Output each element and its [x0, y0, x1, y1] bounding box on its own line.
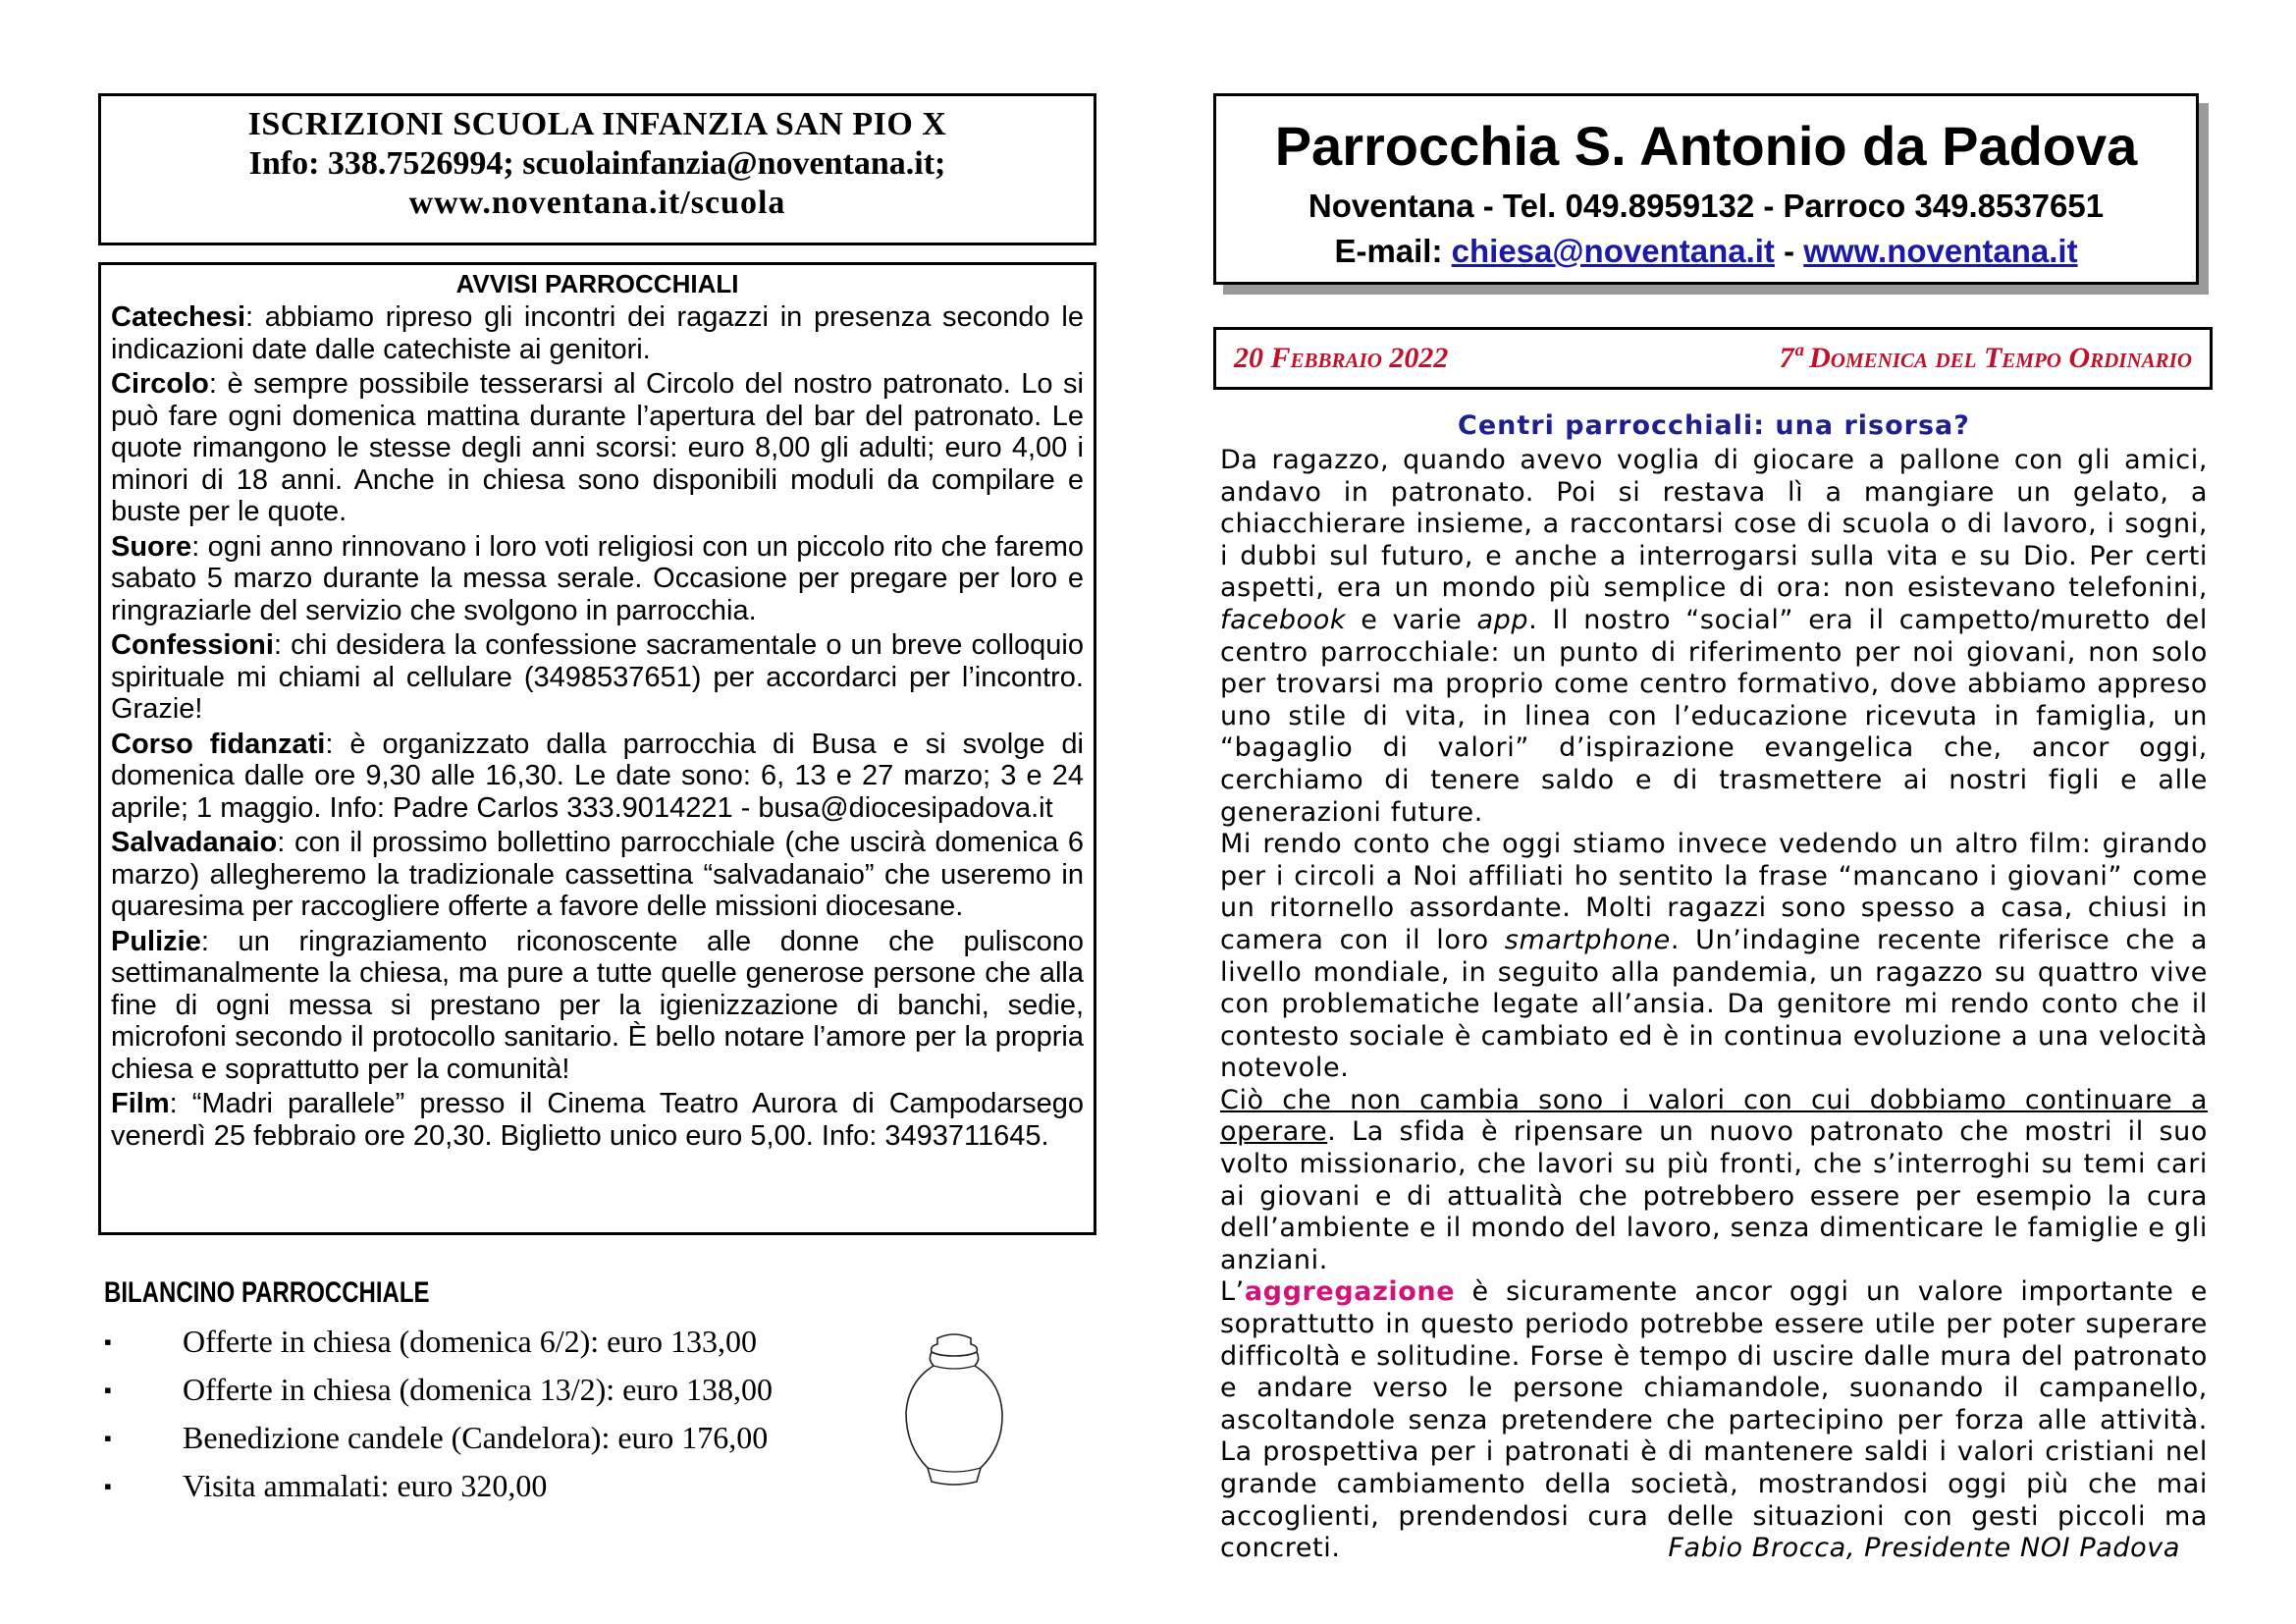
iscrizioni-title: ISCRIZIONI SCUOLA INFANZIA SAN PIO X — [247, 106, 947, 142]
email-link[interactable]: chiesa@noventana.it — [1451, 233, 1775, 269]
list-item: ▪ Offerte in chiesa (domenica 13/2): euro 138,00 — [104, 1372, 773, 1407]
list-item: ▪ Visita ammalati: euro 320,00 — [104, 1468, 548, 1503]
avviso-corso-fidanzati: Corso fidanzati: è organizzato dalla parrocchia di Busa e si svolge di domenica dalle ore 9,30 alle 16,30. Le date sono: 6, 13 e 27 marzo; 3 e 24 aprile; 1 maggio. Info: Padre Carlos 333.9014221 - busa@diocesipadova.it — [111, 728, 1084, 824]
avviso-pulizie: Pulizie: un ringraziamento riconoscente alle donne che puliscono settimanalmente la chiesa, ma pure a tutte quelle generose persone che alla fine di ogni messa si prestano per la igienizzazione di banchi, sedie, microfoni secondo il protocollo sanitario. È bello notare l’amore per la propria chiesa e soprattutto per la comunità! — [111, 925, 1084, 1085]
avviso-film: Film: “Madri parallele” presso il Cinema Teatro Aurora di Campodarsego venerdì 25 febbraio ore 20,30. Biglietto unico euro 5,00. Info: 3493711645. — [111, 1088, 1084, 1152]
iscrizioni-info: Info: 338.7526994; scuolainfanzia@noventana.it; — [248, 145, 946, 182]
article-title: Centri parrocchiali: una risorsa? — [1458, 410, 1970, 441]
parish-title: Parrocchia S. Antonio da Padova — [1274, 115, 2138, 177]
highlight-word: aggregazione — [1244, 1276, 1456, 1308]
liturgical-sunday: 7ª Domenica del Tempo Ordinario — [1779, 342, 2192, 374]
avviso-confessioni: Confessioni: chi desidera la confessione sacramentale o un breve colloquio spirituale mi chiami al cellulare (3498537651) per accordarci per l’incontro. Grazie! — [111, 629, 1084, 725]
article-paragraph: L’aggregazione è sicuramente ancor oggi un valore importante e soprattutto in questo periodo potrebbe essere utile per poter superare difficoltà e solitudine. Forse è tempo di uscire dalle mura del patronato e andare verso le persone chiamandole, suonando il campanello, ascoltandole senza pretendere che partecipino per forza alle attività. La prospettiva per i patronati è di mantenere saldi i valori cristiani nel grande cambiamento della società, mostrandosi oggi più che mai accoglienti, prendendosi cura delle situazioni con gesti piccoli ma concreti. Fabio Brocca, Presidente NOI Padova — [1220, 1276, 2208, 1564]
bilancino-title: BILANCINO PARROCCHIALE — [104, 1276, 430, 1309]
article-paragraph: Da ragazzo, quando avevo voglia di giocare a pallone con gli amici, andavo in patronato. Poi si restava lì a mangiare un gelato, a chiacchierare insieme, a raccontarsi cose di scuola o di lavoro, i sogni, i dubbi sul futuro, e anche a interrogarsi sulla vita e su Dio. Per certi aspetti, era un mondo più semplice di ora: non esistevano telefonini, facebook e varie app. Il nostro “social” era il campetto/muretto del centro parrocchiale: un punto di riferimento per noi giovani, non solo per trovarsi ma proprio come centro formativo, dove abbiamo appreso uno stile di vita, in linea con l’educazione ricevuta in famiglia, un “bagaglio di valori” d’ispirazione evangelica che, ancor oggi, cerchiamo di tenere saldo e di trasmettere ai nostri figli e alle generazioni future. — [1220, 445, 2208, 828]
date-bar — [1213, 327, 2213, 390]
salvadanaio-jar-icon — [898, 1330, 1011, 1488]
avviso-salvadanaio: Salvadanaio: con il prossimo bollettino parrocchiale (che uscirà domenica 6 marzo) allegheremo la tradizionale cassettina “salvadanaio” che useremo in quaresima per raccogliere offerte a favore delle missioni diocesane. — [111, 827, 1084, 922]
avviso-catechesi: Catechesi: abbiamo ripreso gli incontri dei ragazzi in presenza secondo le indicazioni date dalle catechiste ai genitori. — [111, 301, 1084, 365]
parish-contacts: Noventana - Tel. 049.8959132 - Parroco 349.8537651 — [1308, 188, 2105, 224]
bullet-icon: ▪ — [104, 1473, 112, 1498]
avvisi-box — [98, 262, 1096, 1235]
bilancino-list — [104, 1318, 850, 1510]
article-paragraph: Mi rendo conto che oggi stiamo invece vedendo un altro film: girando per i circoli a Noi affiliati ho sentito la frase “mancano i giovani” come un ritornello assordante. Molti ragazzi sono spesso a casa, chiusi in camera con il loro smartphone. Un’indagine recente riferisce che a livello mondiale, in seguito alla pandemia, un ragazzo su quattro vive con problematiche legate all’ansia. Da genitore mi rendo conto che il contesto sociale è cambiato ed è in continua evoluzione a una velocità notevole. — [1220, 829, 2208, 1084]
parish-email-line: E-mail: chiesa@noventana.it - www.noventana.it — [1334, 233, 2078, 269]
bullet-icon: ▪ — [104, 1328, 112, 1354]
article — [1220, 410, 2208, 1565]
avviso-circolo: Circolo: è sempre possibile tesserarsi al Circolo del nostro patronato. Lo si può fare ogni domenica mattina durante l’apertura del bar del patronato. Le quote rimangono le stesse degli anni scorsi: euro 8,00 gli adulti; euro 4,00 i minori di 18 anni. Anche in chiesa sono disponibili moduli da compilare e buste per le quote. — [111, 368, 1084, 527]
bullet-icon: ▪ — [104, 1377, 112, 1402]
iscrizioni-website: www.noventana.it/scuola — [408, 185, 786, 221]
article-paragraph: Ciò che non cambia sono i valori con cui dobbiamo continuare a operare. La sfida è ripensare un nuovo patronato che mostri il suo volto missionario, che lavori su più fronti, che s’interroghi su temi cari ai giovani e di attualità che potrebbero essere per esempio la cura dell’ambiente e il mondo del lavoro, senza dimenticare le famiglie e gli anziani. — [1220, 1084, 2208, 1275]
avvisi-title: AVVISI PARROCCHIALI — [455, 269, 739, 298]
issue-date: 20 Febbraio 2022 — [1234, 342, 1449, 374]
avviso-suore: Suore: ogni anno rinnovano i loro voti religiosi con un piccolo rito che faremo sabato 5 marzo durante la messa serale. Occasione per pregare per loro e ringraziarle del servizio che svolgono in parrocchia. — [111, 530, 1084, 626]
website-link[interactable]: www.noventana.it — [1803, 233, 2078, 269]
parish-header — [1213, 93, 2199, 285]
iscrizioni-box — [98, 93, 1096, 245]
list-item: ▪ Benedizione candele (Candelora): euro 176,00 — [104, 1420, 769, 1455]
bilancino-section — [104, 1276, 850, 1510]
bullet-icon: ▪ — [104, 1425, 112, 1450]
article-signature: Fabio Brocca, Presidente NOI Padova — [1668, 1533, 2180, 1564]
list-item: ▪ Offerte in chiesa (domenica 6/2): euro 133,00 — [104, 1324, 757, 1359]
